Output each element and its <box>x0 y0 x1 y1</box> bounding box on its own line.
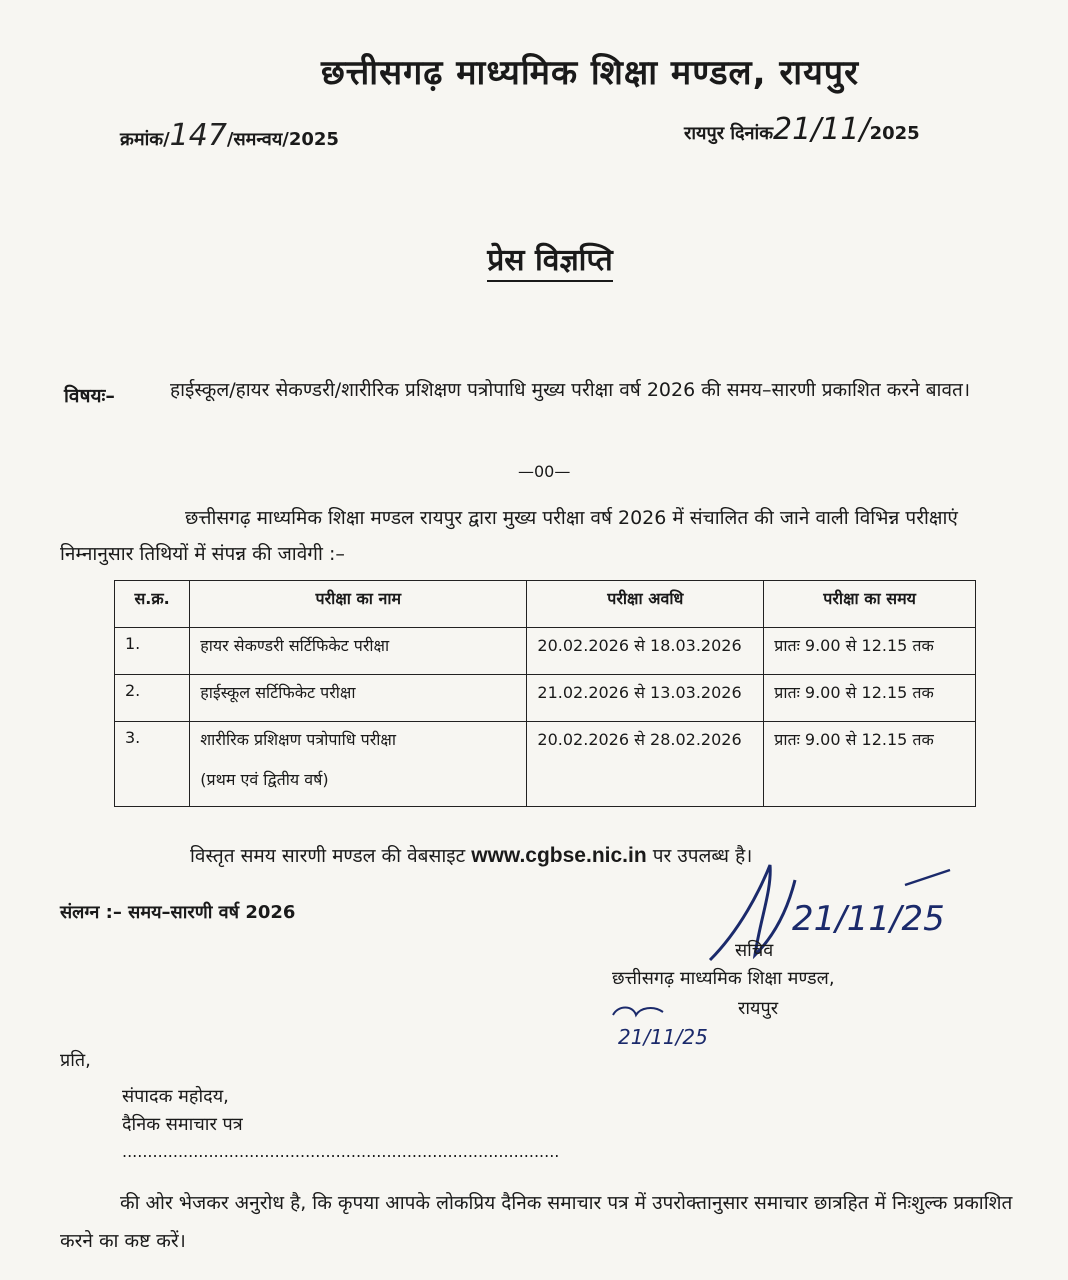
date-handwritten: 21/11/ <box>773 112 870 147</box>
ref-prefix: क्रमांक/ <box>120 129 170 150</box>
to-label: प्रति, <box>60 1050 91 1071</box>
table-row <box>115 675 976 722</box>
issue-date <box>684 112 920 147</box>
cell-exam-period: 21.02.2026 से 13.03.2026 <box>527 675 764 722</box>
cell-exam-name <box>190 722 527 807</box>
website-line <box>190 842 752 868</box>
cell-serial: 3. <box>115 722 190 807</box>
website-text-after: पर उपलब्ध है। <box>646 845 753 867</box>
exam-schedule-table <box>114 580 976 807</box>
table-header-row <box>115 581 976 628</box>
cell-exam-name: हाईस्कूल सर्टिफिकेट परीक्षा <box>190 675 527 722</box>
table-row <box>115 722 976 807</box>
recipient-paper: दैनिक समाचार पत्र <box>122 1114 243 1135</box>
table-row <box>115 628 976 675</box>
cell-exam-time: प्रातः 9.00 से 12.15 तक <box>764 628 976 675</box>
date-year: 2025 <box>869 123 920 144</box>
reference-number <box>120 118 339 153</box>
intro-paragraph: छत्तीसगढ़ माध्यमिक शिक्षा मण्डल रायपुर द्वारा मुख्य परीक्षा वर्ष 2026 में संचालित की जाने वाली विभिन्न परीक्षाएं निम्नानुसार तिथियों में संपन्न की जावेगी :– <box>60 507 958 565</box>
subject-label: विषयः– <box>64 385 115 407</box>
ref-number-handwritten: 147 <box>169 118 227 153</box>
website-url: www.cgbse.nic.in <box>471 844 647 867</box>
closing-request: की ओर भेजकर अनुरोध है, कि कृपया आपके लोकप्रिय दैनिक समाचार पत्र में उपरोक्तानुसार समाचार छात्रहित में निःशुल्क प्रकाशित करने का कष्ट करें। <box>60 1192 1013 1252</box>
signatory-title: सचिव <box>735 940 774 961</box>
header-exam-name: परीक्षा का नाम <box>190 581 527 628</box>
office-title: छत्तीसगढ़ माध्यमिक शिक्षा मण्डल, रायपुर <box>320 53 860 93</box>
date-prefix: रायपुर दिनांक <box>684 123 774 144</box>
cell-serial: 2. <box>115 675 190 722</box>
initials-image <box>608 1000 718 1050</box>
recipient-editor: संपादक महोदय, <box>122 1086 229 1107</box>
subject-text: हाईस्कूल/हायर सेकण्डरी/शारीरिक प्रशिक्षण पत्रोपाधि मुख्य परीक्षा वर्ष 2026 की समय–सारणी प्रकाशित करने बावत। <box>170 379 971 401</box>
signature-date: 21/11/25 <box>792 899 945 939</box>
cell-exam-name: हायर सेकण्डरी सर्टिफिकेट परीक्षा <box>190 628 527 675</box>
ref-suffix: /समन्वय/2025 <box>226 129 339 150</box>
cell-exam-time: प्रातः 9.00 से 12.15 तक <box>764 675 976 722</box>
initials-date: 21/11/25 <box>618 1025 708 1049</box>
enclosure-line: संलग्न :– समय–सारणी वर्ष 2026 <box>60 902 296 923</box>
press-release-heading: प्रेस विज्ञप्ति <box>0 238 1068 279</box>
cell-serial: 1. <box>115 628 190 675</box>
header-serial: स.क्र. <box>115 581 190 628</box>
cell-exam-period: 20.02.2026 से 18.03.2026 <box>527 628 764 675</box>
signatory-office: छत्तीसगढ़ माध्यमिक शिक्षा मण्डल, <box>612 968 835 989</box>
cell-exam-period: 20.02.2026 से 28.02.2026 <box>527 722 764 807</box>
exam-name-line2: (प्रथम एवं द्वितीय वर्ष) <box>200 770 329 789</box>
header-exam-time: परीक्षा का समय <box>764 581 976 628</box>
recipient-blank-line: ...................................................................................... <box>122 1142 560 1161</box>
header-exam-period: परीक्षा अवधि <box>527 581 764 628</box>
separator: —00— <box>518 462 571 481</box>
cell-exam-time: प्रातः 9.00 से 12.15 तक <box>764 722 976 807</box>
website-text-before: विस्तृत समय सारणी मण्डल की वेबसाइट <box>190 845 472 867</box>
signatory-city: रायपुर <box>738 998 779 1019</box>
exam-name-line1: शारीरिक प्रशिक्षण पत्रोपाधि परीक्षा <box>200 730 397 749</box>
